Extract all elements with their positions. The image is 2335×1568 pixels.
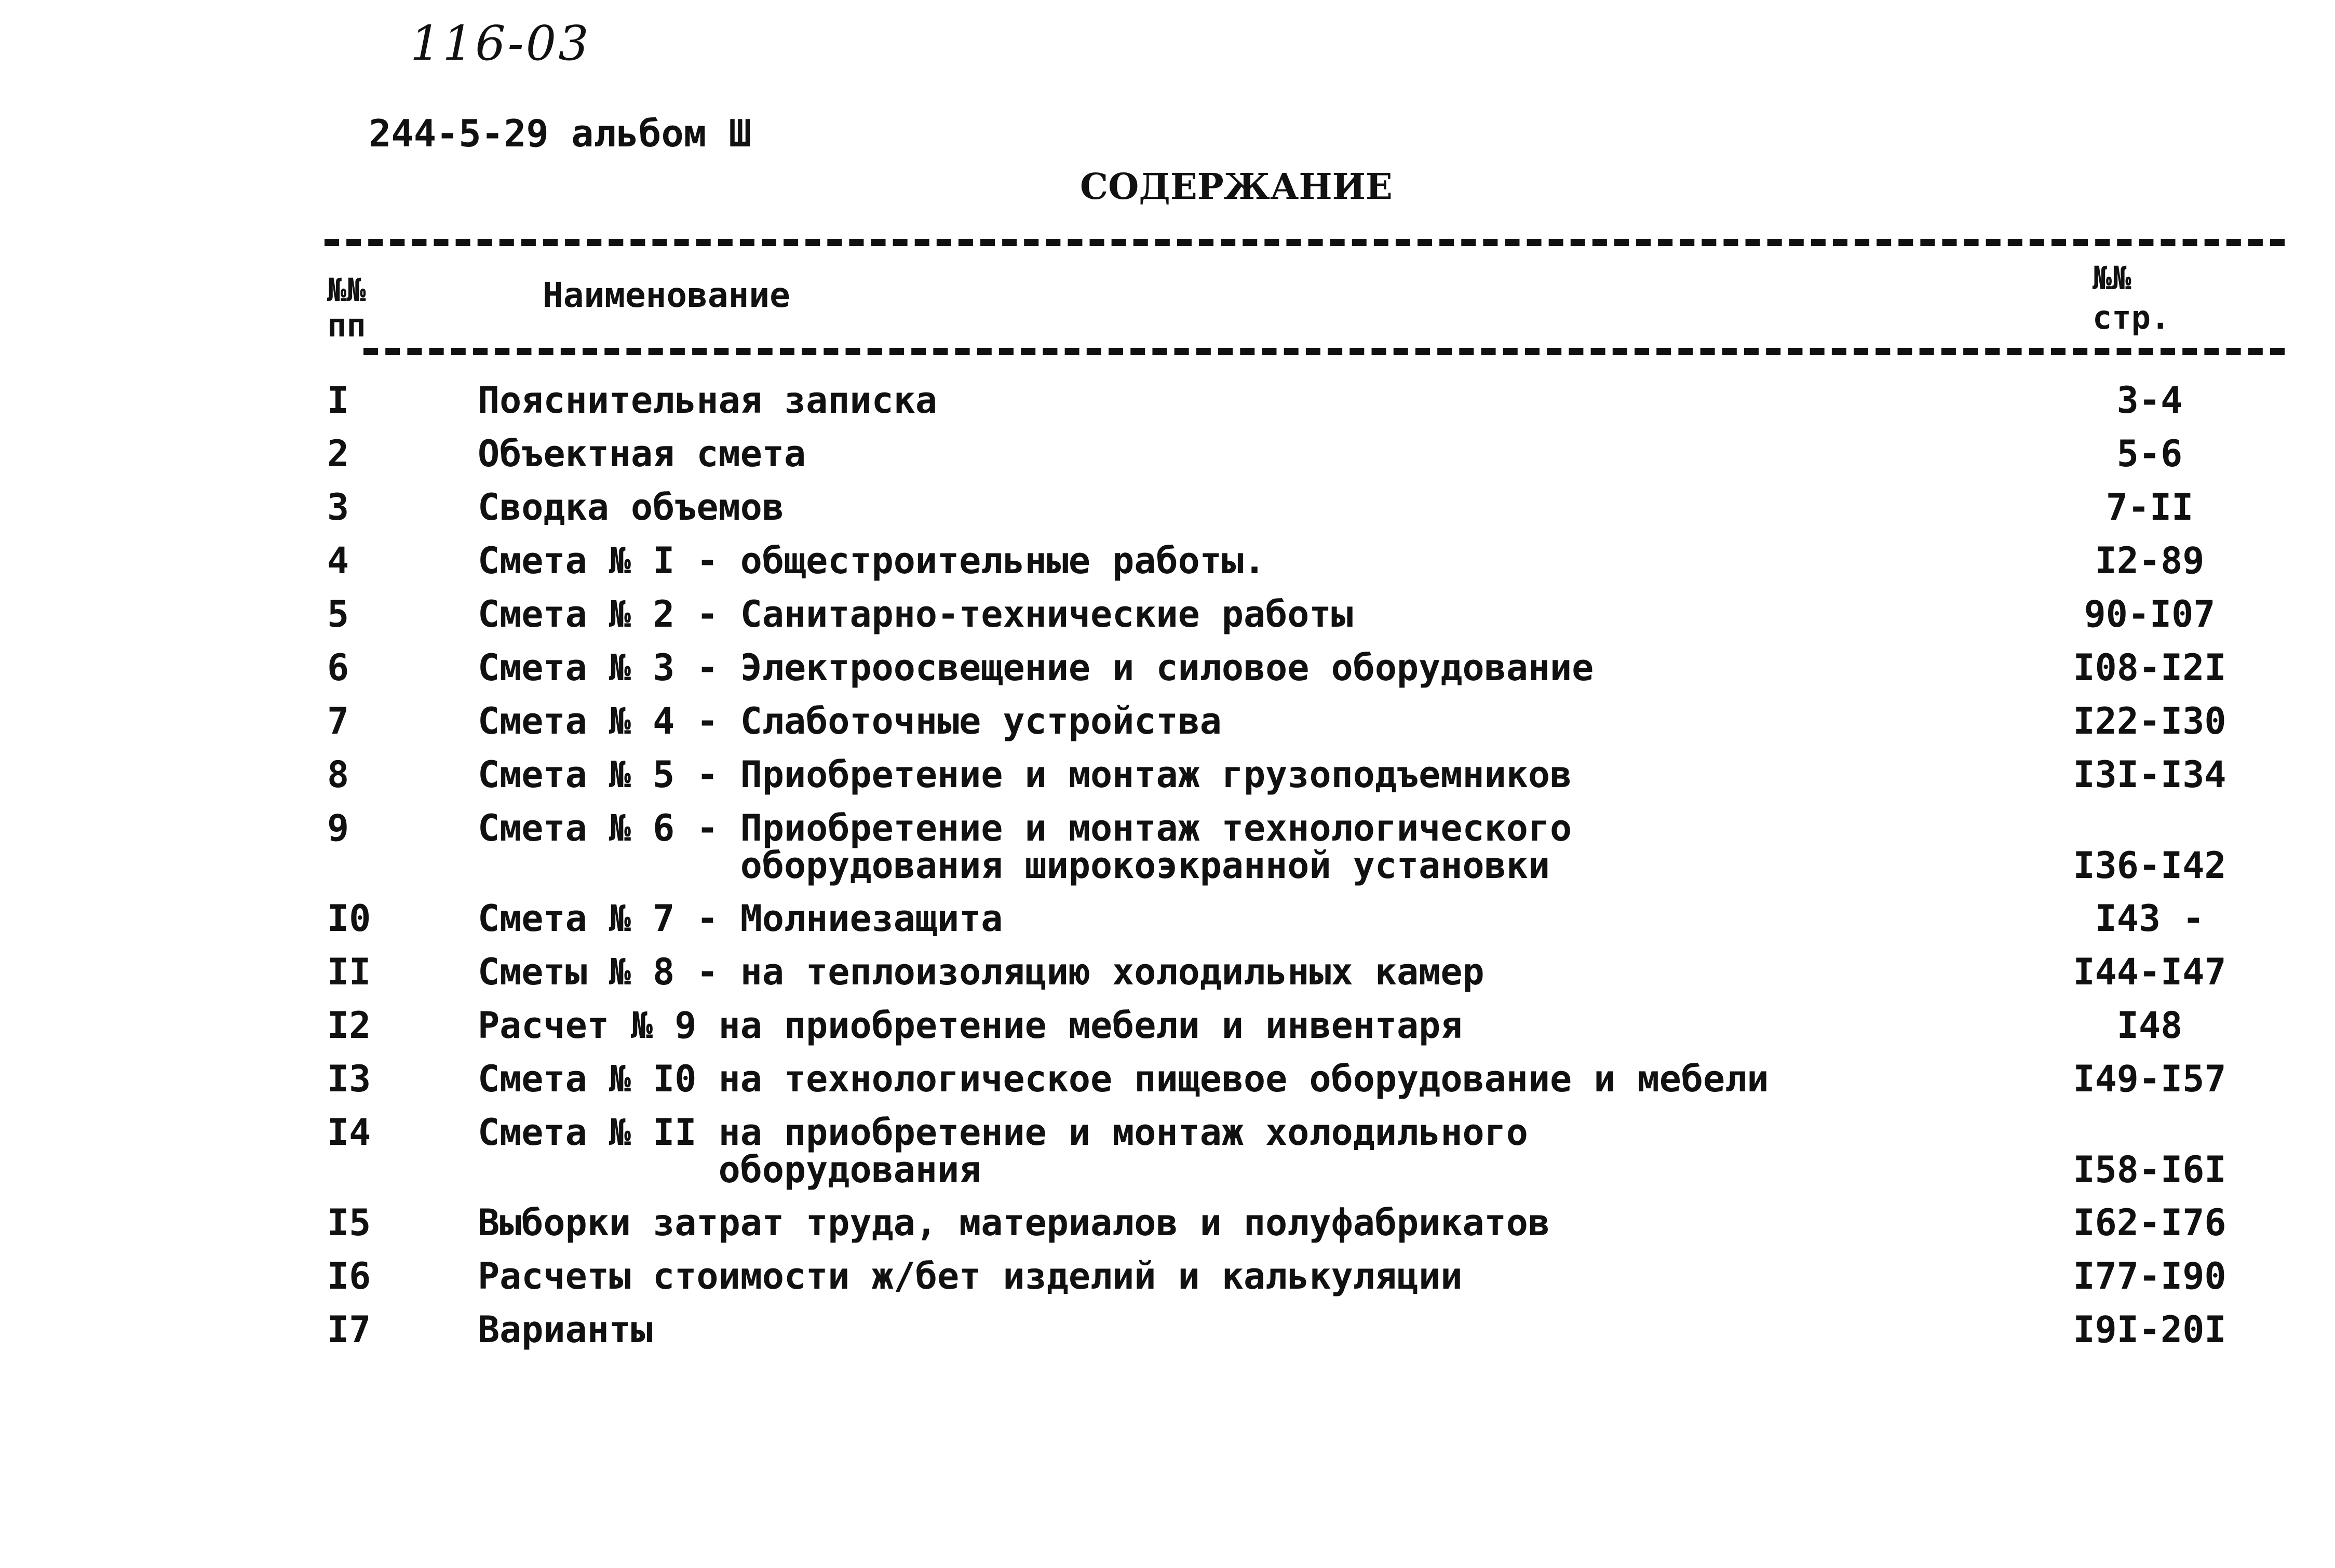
header-pages: №№ стр. — [2093, 259, 2170, 336]
row-pages: I62-I76 — [2073, 1201, 2226, 1244]
row-number: 6 — [327, 646, 349, 689]
row-pages: I2-89 — [2095, 539, 2205, 582]
row-name: Пояснительная записка — [478, 379, 938, 422]
row-pages: I3I-I34 — [2073, 753, 2226, 796]
row-number: 4 — [327, 539, 349, 582]
row-pages: 5-6 — [2116, 432, 2183, 475]
row-pages: I36-I42 — [2073, 844, 2226, 887]
row-pages: I49-I57 — [2073, 1058, 2226, 1100]
row-name: Смета № II на приобретение и монтаж холодильного оборудования — [478, 1111, 1528, 1191]
row-number: I3 — [327, 1058, 371, 1100]
row-number: 2 — [327, 432, 349, 475]
row-number: I — [327, 379, 349, 422]
row-name: Смета № 3 - Электроосвещение и силовое оборудование — [478, 646, 1594, 689]
row-name: Сметы № 8 - на теплоизоляцию холодильных камер — [478, 951, 1484, 993]
row-pages: I44-I47 — [2073, 951, 2226, 993]
header-name: Наименование — [543, 275, 790, 315]
row-pages: I22-I30 — [2073, 700, 2226, 742]
handwritten-mark: 116-03 — [410, 16, 591, 71]
row-name: Смета № I - общестроительные работы. — [478, 539, 1266, 582]
row-number: I6 — [327, 1255, 371, 1297]
header-number: №№ пп — [327, 271, 366, 344]
row-name: Смета № 5 - Приобретение и монтаж грузоподъемников — [478, 753, 1572, 796]
row-name: Сводка объемов — [478, 486, 785, 529]
document-code: 244-5-29 альбом Ш — [369, 112, 751, 155]
contents-title: СОДЕРЖАНИЕ — [1080, 166, 1393, 208]
top-dashed-rule — [325, 239, 2285, 246]
row-name: Смета № 7 - Молниезащита — [478, 897, 1003, 940]
row-number: 9 — [327, 807, 349, 849]
row-pages: I43 - — [2095, 897, 2205, 940]
row-pages: I58-I6I — [2073, 1148, 2226, 1191]
row-pages: 7-II — [2105, 486, 2194, 529]
row-name: Смета № 6 - Приобретение и монтаж технологического оборудования широкоэкранной установки — [478, 807, 1572, 887]
row-number: I7 — [327, 1308, 371, 1351]
row-number: I2 — [327, 1004, 371, 1047]
row-name: Выборки затрат труда, материалов и полуфабрикатов — [478, 1201, 1550, 1244]
header-dashed-rule — [363, 348, 2285, 355]
row-name: Смета № 2 - Санитарно-технические работы — [478, 593, 1353, 636]
row-number: I0 — [327, 897, 371, 940]
row-number: 8 — [327, 753, 349, 796]
row-name: Расчеты стоимости ж/бет изделий и калькуляции — [478, 1255, 1463, 1297]
row-pages: I9I-20I — [2073, 1308, 2226, 1351]
row-pages: 90-I07 — [2084, 593, 2216, 636]
row-number: 5 — [327, 593, 349, 636]
row-number: I4 — [327, 1111, 371, 1154]
row-pages: I08-I2I — [2073, 646, 2226, 689]
row-pages: I77-I90 — [2073, 1255, 2226, 1297]
row-number: I5 — [327, 1201, 371, 1244]
row-number: 7 — [327, 700, 349, 742]
row-pages: 3-4 — [2116, 379, 2183, 422]
row-name: Смета № I0 на технологическое пищевое оборудование и мебели — [478, 1058, 1769, 1100]
row-name: Варианты — [478, 1308, 653, 1351]
row-number: II — [327, 951, 371, 993]
row-number: 3 — [327, 486, 349, 529]
row-name: Расчет № 9 на приобретение мебели и инвентаря — [478, 1004, 1463, 1047]
row-name: Смета № 4 - Слаботочные устройства — [478, 700, 1222, 742]
row-name: Объектная смета — [478, 432, 806, 475]
row-pages: I48 — [2116, 1004, 2183, 1047]
